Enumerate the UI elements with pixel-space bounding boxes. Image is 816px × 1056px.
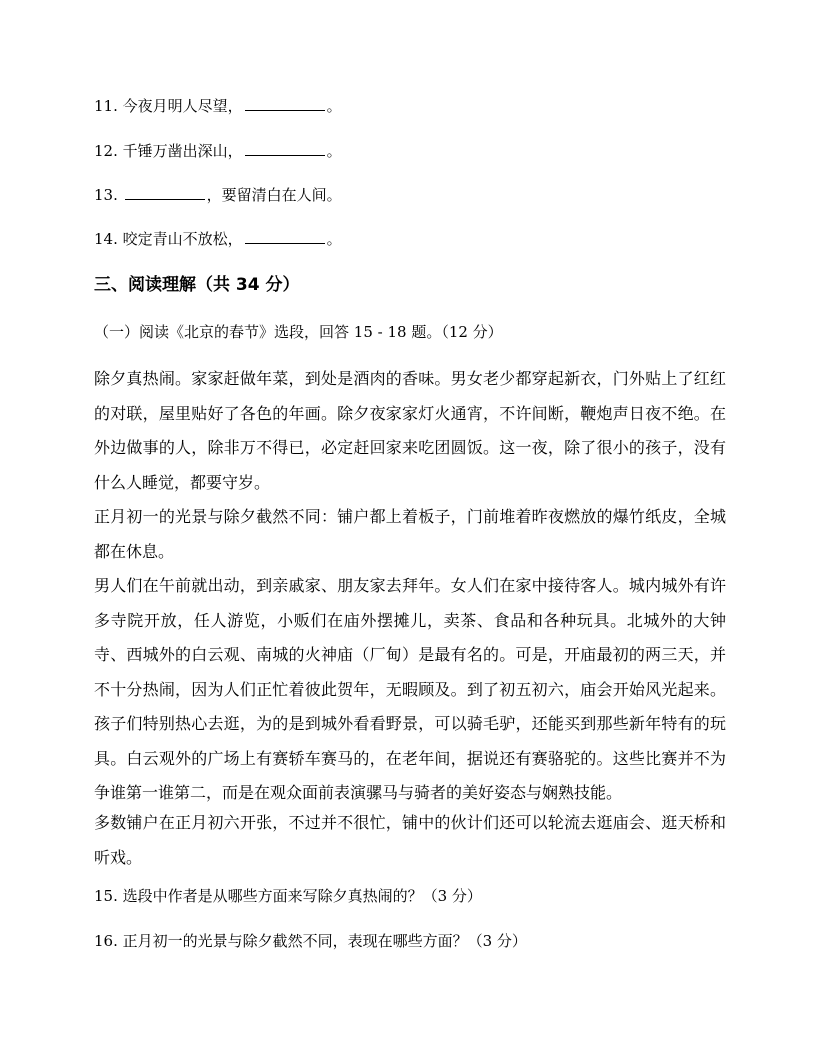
question-text: 13.	[94, 186, 123, 204]
question-16: 16. 正月初一的光景与除夕截然不同，表现在哪些方面？（3 分）	[94, 932, 527, 950]
subsection-title: （一）阅读《北京的春节》选段，回答 15 - 18 题。（12 分）	[94, 323, 503, 341]
question-suffix: 。	[326, 230, 342, 248]
fill-question-11	[94, 96, 342, 116]
question-suffix: 。	[326, 142, 342, 160]
section-heading: 三、阅读理解（共 34 分）	[94, 275, 300, 295]
answer-blank[interactable]	[245, 229, 325, 244]
question-suffix: ，要留清白在人间。	[206, 186, 342, 204]
question-text: 14. 咬定青山不放松，	[94, 230, 243, 248]
question-text: 11. 今夜月明人尽望，	[94, 97, 243, 115]
fill-question-14	[94, 229, 342, 249]
answer-blank[interactable]	[125, 185, 205, 200]
passage-paragraph: 除夕真热闹。家家赶做年菜，到处是酒肉的香味。男女老少都穿起新衣，门外贴上了红红的对联，屋里贴好了各色的年画。除夕夜家家灯火通宵，不许间断，鞭炮声日夜不绝。在外边做事的人，除非万不得已，必定赶回家来吃团圆饭。这一夜，除了很小的孩子，没有什么人睡觉，都要守岁。	[94, 369, 726, 492]
question-text: 12. 千锤万凿出深山，	[94, 142, 243, 160]
answer-blank[interactable]	[245, 96, 325, 111]
passage-paragraph: 男人们在午前就出动，到亲戚家、朋友家去拜年。女人们在家中接待客人。城内城外有许多寺院开放，任人游览，小贩们在庙外摆摊儿，卖茶、食品和各种玩具。北城外的大钟寺、西城外的白云观、南城的火神庙（厂甸）是最有名的。可是，开庙最初的两三天，并不十分热闹，因为人们正忙着彼此贺年，无暇顾及。到了初五初六，庙会开始风光起来。孩子们特别热心去逛，为的是到城外看看野景，可以骑毛驴，还能买到那些新年特有的玩具。白云观外的广场上有赛轿车赛马的，在老年间，据说还有赛骆驼的。这些比赛并不为争谁第一谁第二，而是在观众面前表演骡马与骑者的美好姿态与娴熟技能。	[94, 576, 726, 802]
question-suffix: 。	[326, 97, 342, 115]
fill-question-13	[94, 185, 342, 205]
passage-paragraph: 正月初一的光景与除夕截然不同：铺户都上着板子，门前堆着昨夜燃放的爆竹纸皮，全城都在休息。	[94, 507, 726, 561]
fill-question-12	[94, 141, 342, 161]
answer-blank[interactable]	[245, 141, 325, 156]
question-15: 15. 选段中作者是从哪些方面来写除夕真热闹的？（3 分）	[94, 887, 482, 905]
passage-paragraph: 多数铺户在正月初六开张，不过并不很忙，铺中的伙计们还可以轮流去逛庙会、逛天桥和听戏。	[94, 813, 726, 867]
